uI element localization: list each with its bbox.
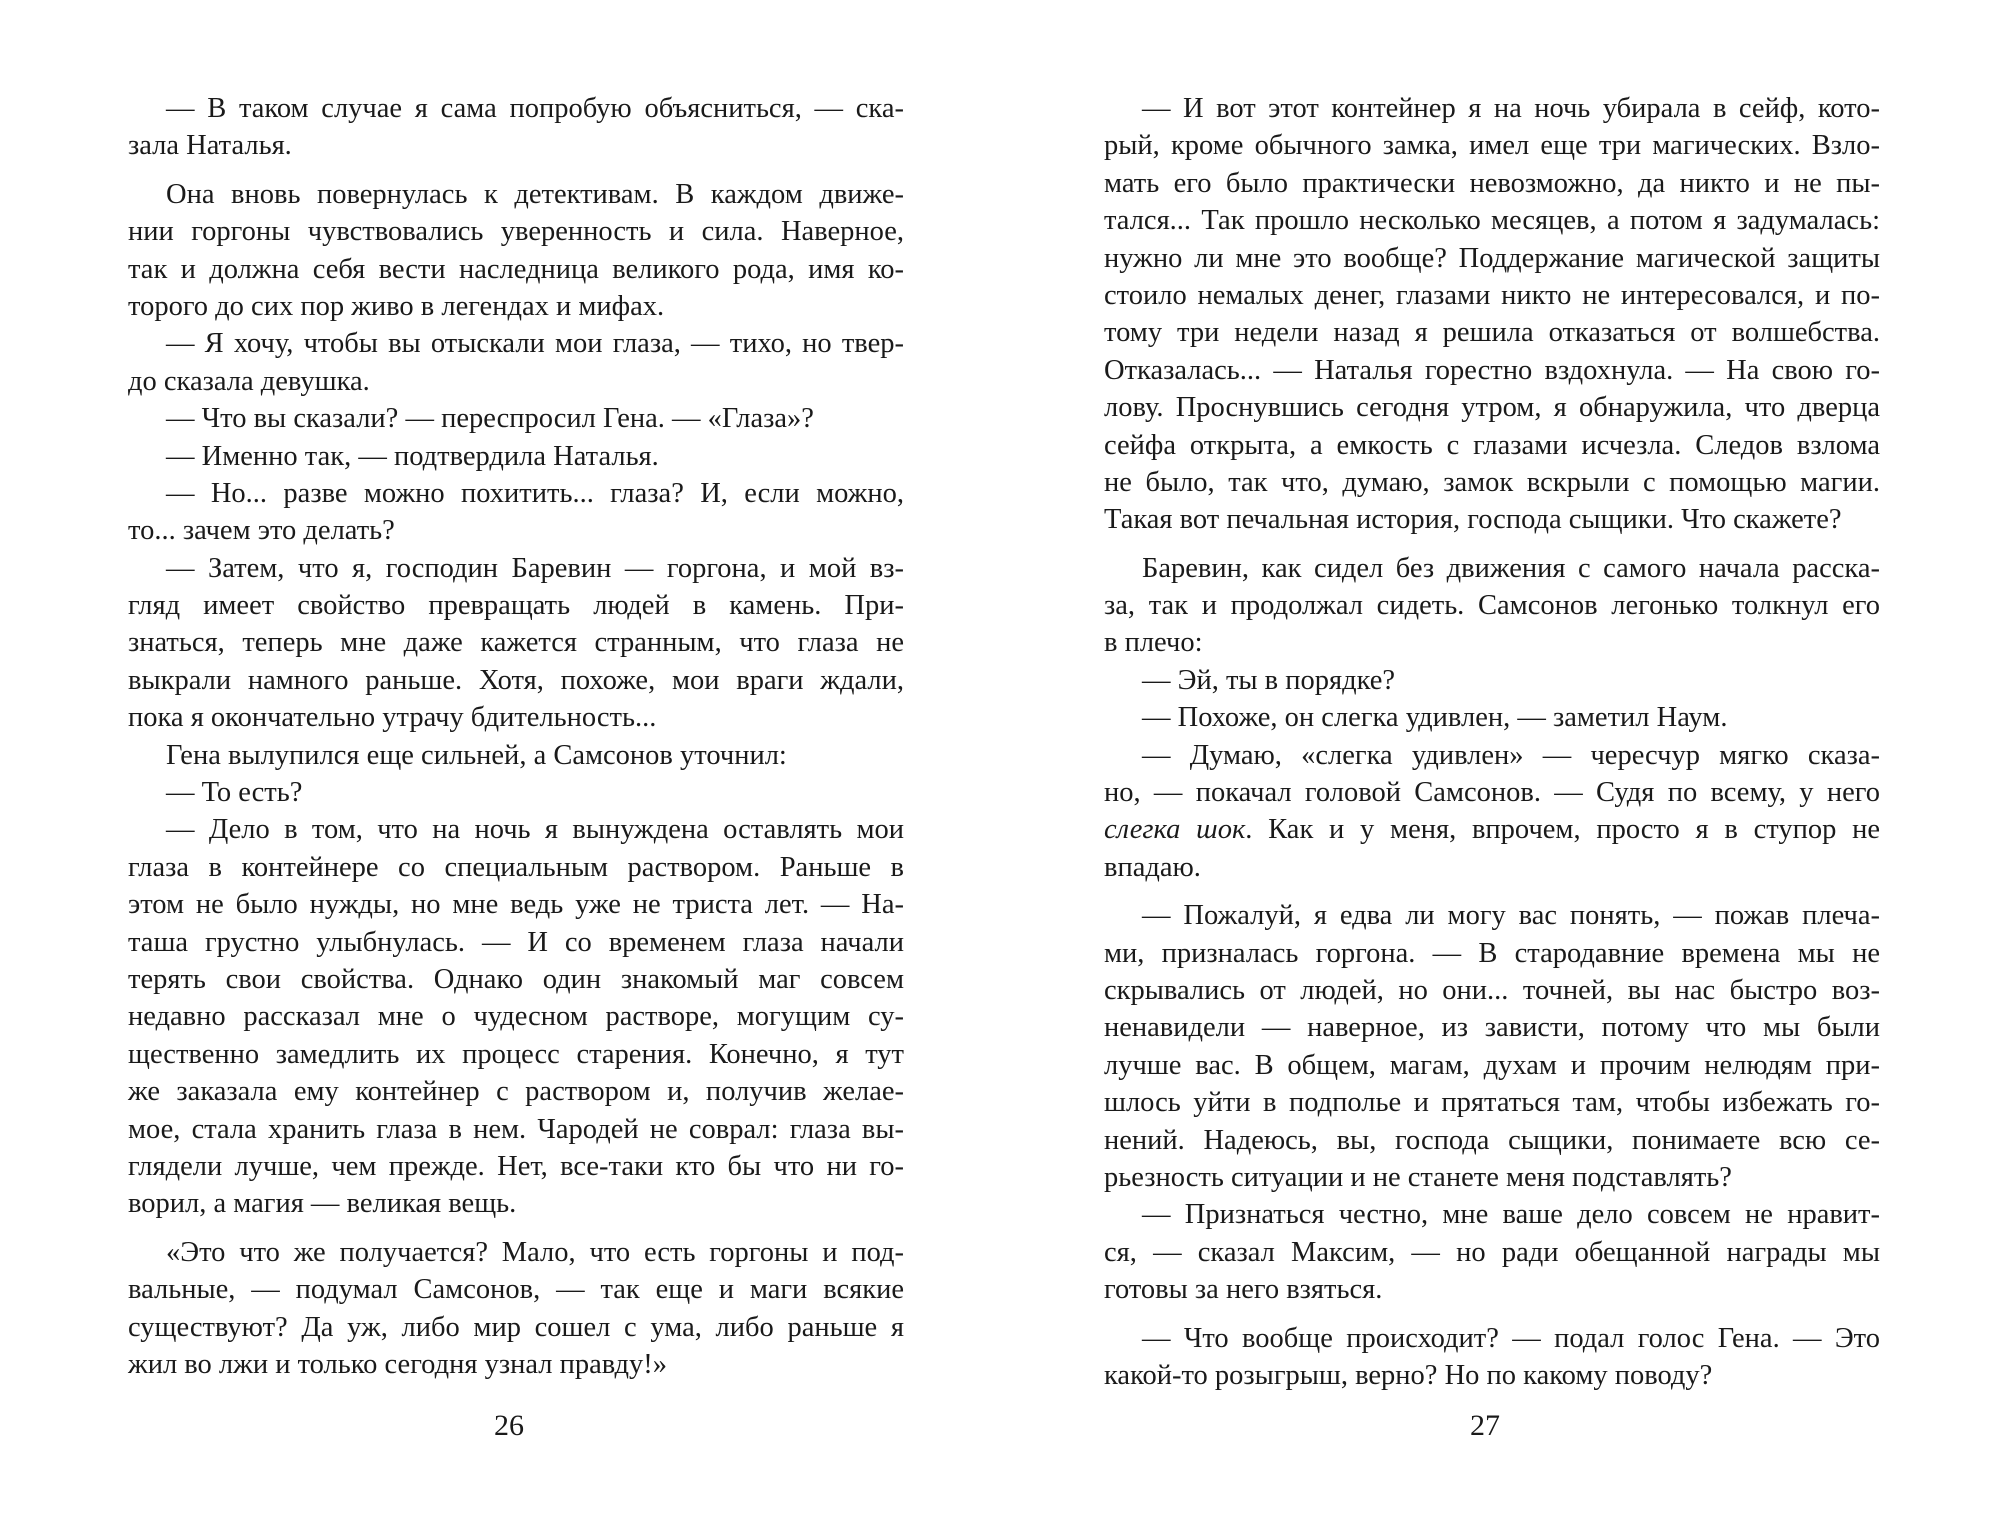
text-line: глядели лучше, чем прежде. Нет, все-таки кто бы что ни го- [128, 1150, 904, 1182]
text-line: так и должна себя вести наследница великого рода, имя ко- [128, 253, 904, 285]
text-line: торого до сих пор живо в легендах и мифах. [128, 290, 665, 322]
text-line: нений. Надеюсь, вы, господа сыщики, понимаете всю се- [1104, 1124, 1880, 1156]
text-line: — Эй, ты в порядке? [1142, 664, 1396, 696]
text-line: вальные, — подумал Самсонов, — так еще и маги всякие [128, 1274, 904, 1306]
text-line: — Что вообще происходит? — подал голос Гена. — Это [1142, 1322, 1880, 1354]
text-line: щественно замедлить их процесс старения. Конечно, я тут [128, 1038, 904, 1070]
text-line: нужно ли мне это вообще? Поддержание магической защиты [1104, 242, 1880, 274]
text-line: же заказала ему контейнер с раствором и, получив желае- [128, 1076, 904, 1108]
text-line: нии горгоны чувствовались уверенность и сила. Наверное, [128, 216, 904, 248]
text-line: ворил, а магия — великая вещь. [128, 1188, 517, 1220]
italic-phrase: слегка шок [1104, 814, 1246, 846]
text-line: — Затем, что я, господин Баревин — горгона, и мой вз- [166, 552, 904, 584]
text-line: этом не было нужды, но мне ведь уже не триста лет. — На- [128, 889, 904, 921]
text-line: впадаю. [1104, 851, 1201, 883]
text-line: — Думаю, «слегка удивлен» — чересчур мягко сказа- [1142, 739, 1880, 771]
page-number: 26 [494, 1409, 524, 1442]
text-line: — Я хочу, чтобы вы отыскали мои глаза, — тихо, но твер- [166, 328, 904, 360]
text-line: жил во лжи и только сегодня узнал правду!» [128, 1348, 667, 1380]
text-line: ми, призналась горгона. — В стародавние времена мы не [1104, 937, 1880, 969]
text-line: — Пожалуй, я едва ли могу вас понять, — пожав плеча- [1142, 900, 1880, 932]
text-line: то... зачем это делать? [128, 515, 395, 547]
text-line: лучше вас. В общем, магам, духам и прочим нелюдям при- [1104, 1049, 1880, 1081]
text-line: таша грустно улыбнулась. — И со временем глаза начали [128, 926, 904, 958]
text-line: зала Наталья. [128, 130, 292, 162]
text-line [1104, 811, 1880, 848]
text-line: недавно рассказал мне о чудесном растворе, могущим су- [128, 1001, 904, 1033]
text-line: какой-то розыгрыш, верно? Но по какому поводу? [1104, 1359, 1713, 1391]
text-line: Баревин, как сидел без движения с самого начала расска- [1142, 552, 1880, 584]
text-line: знаться, теперь мне даже кажется странным, что глаза не [128, 627, 904, 659]
right-page-text [1104, 90, 1880, 1394]
text-line: — Похоже, он слегка удивлен, — заметил Наум. [1142, 702, 1728, 734]
text-line: готовы за него взяться. [1104, 1274, 1383, 1306]
text-line: гляд имеет свойство превращать людей в камень. При- [128, 590, 904, 622]
text-line: — Дело в том, что на ночь я вынуждена оставлять мои [166, 814, 904, 846]
text-line: Она вновь повернулась к детективам. В каждом движе- [166, 178, 904, 210]
text-line: пока я окончательно утрачу бдительность... [128, 702, 657, 734]
text-line: выкрали намного раньше. Хотя, похоже, мои враги ждали, [128, 664, 904, 696]
left-page-text [128, 90, 904, 1383]
text-line: — Что вы сказали? — переспросил Гена. — «Глаза»? [166, 403, 814, 435]
text-line: — Признаться честно, мне ваше дело совсем не нравит- [1142, 1199, 1880, 1231]
text-line: лову. Проснувшись сегодня утром, я обнаружила, что дверца [1104, 392, 1880, 424]
text-line: ненавидели — наверное, из зависти, потому что мы были [1104, 1012, 1880, 1044]
left-page [128, 90, 904, 1383]
text-line: — То есть? [166, 777, 303, 809]
text-line: в плечо: [1104, 627, 1203, 659]
text-line: за, так и продолжал сидеть. Самсонов легонько толкнул его [1104, 590, 1880, 622]
text-span: . Как и у меня, впрочем, просто я в ступор не [1245, 814, 1880, 846]
right-page [1104, 90, 1880, 1394]
text-line: тому три недели назад я решила отказаться от волшебства. [1104, 317, 1880, 349]
text-line: — В таком случае я сама попробую объясниться, — ска- [166, 93, 904, 124]
text-line: мать его было практически невозможно, да никто и не пы- [1104, 167, 1880, 199]
text-line: шлось уйти в подполье и прятаться там, чтобы избежать го- [1104, 1087, 1880, 1119]
text-line: сейфа открыта, а емкость с глазами исчезла. Следов взлома [1104, 429, 1880, 461]
text-line: стоило немалых денег, глазами никто не интересовался, и по- [1104, 279, 1880, 311]
text-line: терять свои свойства. Однако один знакомый маг совсем [128, 963, 904, 995]
text-line: не было, так что, думаю, замок вскрыли с помощью магии. [1104, 466, 1880, 498]
text-line: до сказала девушка. [128, 365, 370, 397]
text-line: — Именно так, — подтвердила Наталья. [166, 440, 659, 472]
text-line: глаза в контейнере со специальным раствором. Раньше в [128, 851, 904, 883]
text-line: Такая вот печальная история, господа сыщики. Что скажете? [1104, 504, 1842, 536]
text-line: — И вот этот контейнер я на ночь убирала в сейф, кото- [1142, 93, 1880, 124]
text-line: существуют? Да уж, либо мир сошел с ума, либо раньше я [128, 1311, 904, 1343]
page-number: 27 [1470, 1409, 1500, 1442]
text-line: рый, кроме обычного замка, имел еще три магических. Взло- [1104, 130, 1880, 162]
text-line: Отказалась... — Наталья горестно вздохнула. — На свою го- [1104, 354, 1880, 386]
text-line: «Это что же получается? Мало, что есть горгоны и под- [166, 1236, 904, 1268]
text-line: Гена вылупился еще сильней, а Самсонов уточнил: [166, 739, 787, 771]
text-line: но, — покачал головой Самсонов. — Судя по всему, у него [1104, 777, 1880, 809]
text-line: рьезность ситуации и не станете меня подставлять? [1104, 1161, 1732, 1193]
text-line: мое, стала хранить глаза в нем. Чародей не соврал: глаза вы- [128, 1113, 904, 1145]
text-line: скрывались от людей, но они... точней, вы нас быстро воз- [1104, 974, 1880, 1006]
text-line: ся, — сказал Максим, — но ради обещанной награды мы [1104, 1236, 1880, 1268]
text-line: — Но... разве можно похитить... глаза? И, если можно, [166, 477, 904, 509]
text-line: тался... Так прошло несколько месяцев, а потом я задумалась: [1104, 205, 1880, 237]
